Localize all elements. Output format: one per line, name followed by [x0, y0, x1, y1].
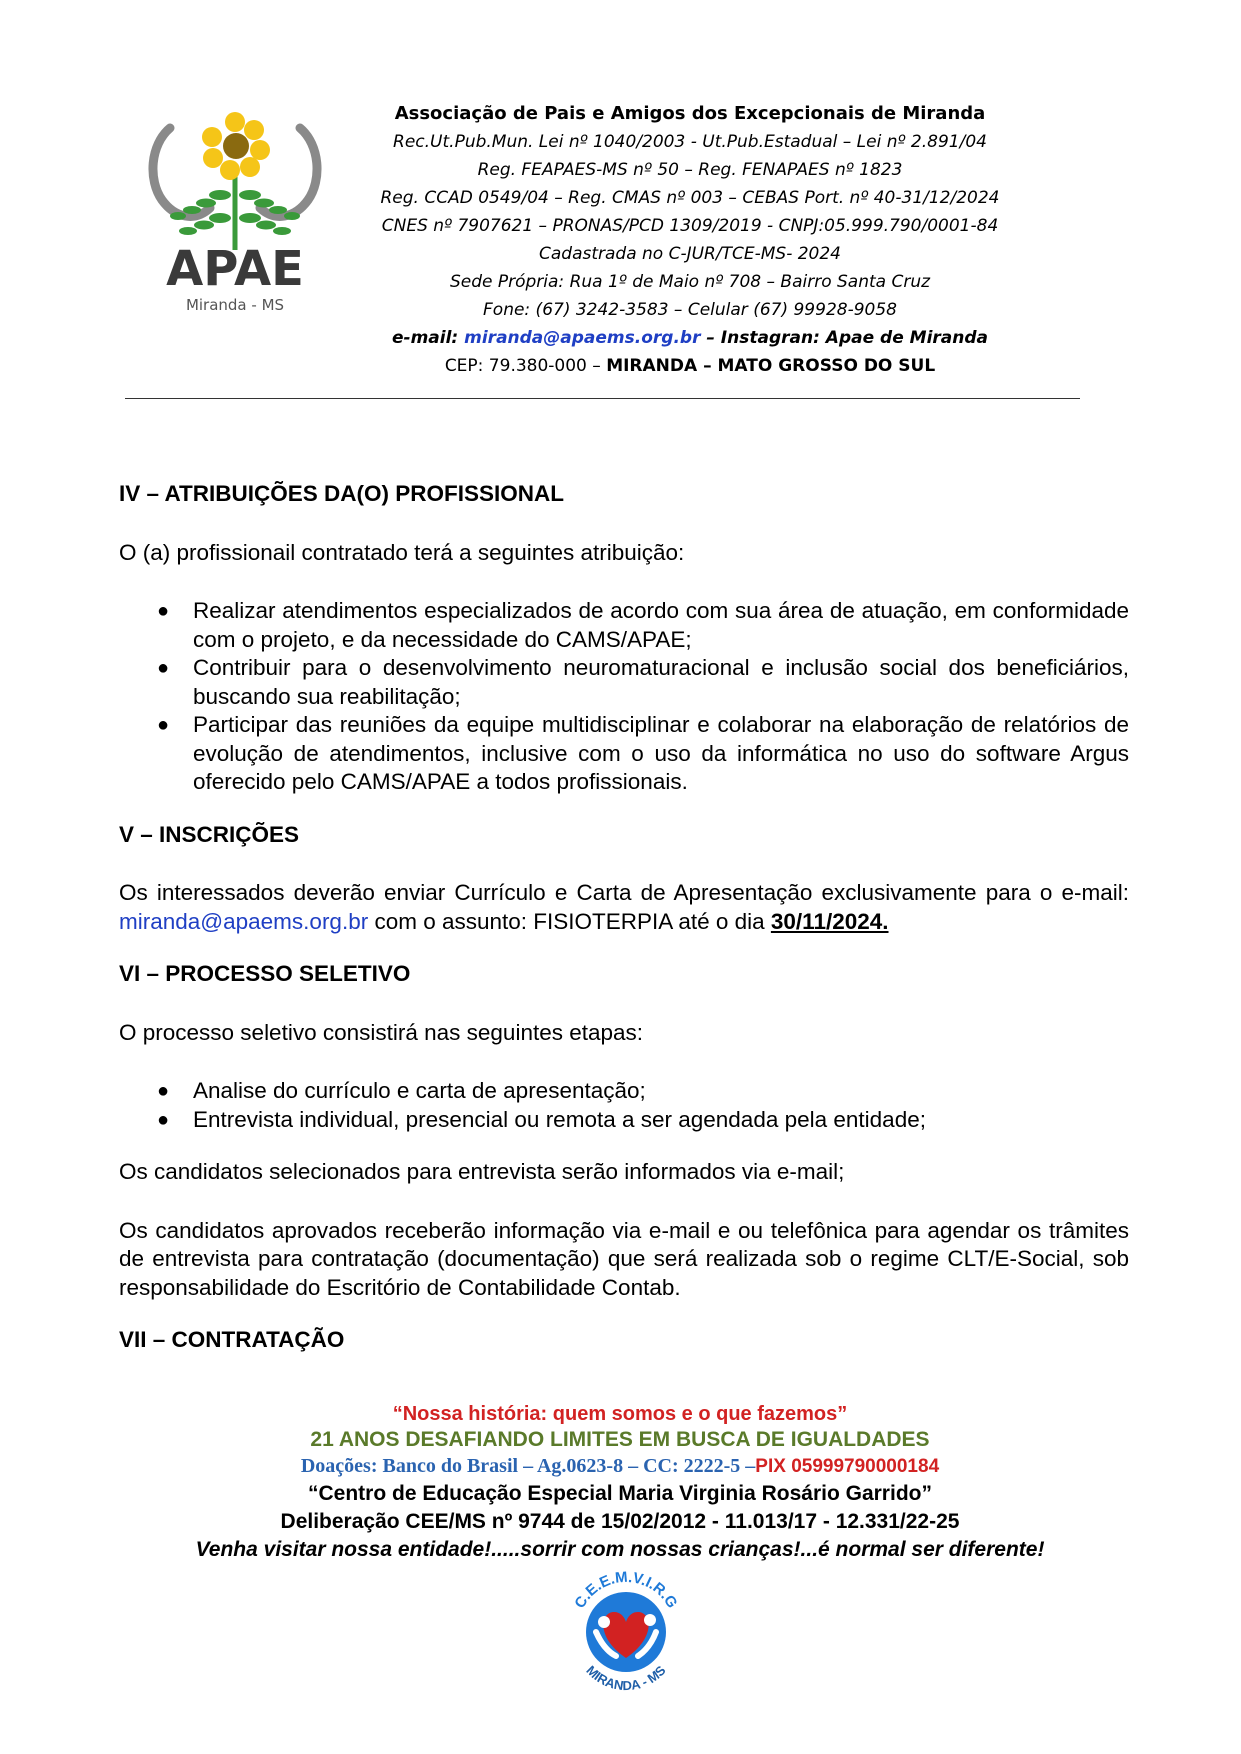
bullet-icon: ●	[157, 1080, 170, 1102]
cep-prefix: CEP: 79.380-000 –	[444, 356, 607, 376]
section-iv-list	[119, 597, 1129, 797]
seal-top-text: C.E.E.M.V.I.R.G	[571, 1568, 681, 1612]
list-item-text: Participar das reuniões da equipe multidisciplinar e colaborar na elaboração de relatórios de evolução de atendimentos, inclusive com o uso da informática no uso do software Argus oferecido pelo CAMS/APAE a todos profissionais.	[193, 712, 1129, 794]
logo-subtitle: Miranda - MS	[185, 296, 285, 314]
section-v-text-after: com o assunto: FISIOTERPIA até o dia	[368, 908, 771, 934]
section-vi-paragraph-1: Os candidatos selecionados para entrevista serão informados via e-mail;	[119, 1159, 845, 1184]
header-line-2: Reg. FEAPAES-MS nº 50 – Reg. FENAPAES nº 1823	[477, 160, 903, 180]
footer	[140, 1402, 1100, 1564]
header-email-link[interactable]: miranda@apaems.org.br	[464, 328, 701, 348]
bullet-icon: ●	[157, 657, 170, 679]
section-vi-list	[119, 1077, 1129, 1134]
header-line-6: Sede Própria: Rua 1º de Maio nº 708 – Bairro Santa Cruz	[449, 272, 931, 292]
seal-bottom-text: MIRANDA - MS	[583, 1662, 669, 1694]
header-line-7: Fone: (67) 3242-3583 – Celular (67) 99928-9058	[483, 300, 897, 320]
list-item	[157, 654, 1129, 711]
list-item	[157, 1077, 1129, 1106]
footer-motto: 21 ANOS DESAFIANDO LIMITES EM BUSCA DE IGUALDADES	[310, 1428, 930, 1451]
section-v-text	[119, 879, 1129, 936]
section-vii-title: VII – CONTRATAÇÃO	[119, 1327, 345, 1352]
list-item	[157, 597, 1129, 654]
bullet-icon: ●	[157, 714, 170, 736]
donation-bank-info: Doações: Banco do Brasil – Ag.0623-8 – CC: 2222-5 –	[300, 1455, 756, 1477]
cep-city: MIRANDA – MATO GROSSO DO SUL	[606, 356, 936, 376]
instagram-text: – Instagran: Apae de Miranda	[700, 328, 988, 348]
bullet-icon: ●	[157, 600, 170, 622]
footer-donations	[140, 1453, 1100, 1480]
header-line-5: Cadastrada no C-JUR/TCE-MS- 2024	[538, 244, 841, 264]
footer-center-name: “Centro de Educação Especial Maria Virginia Rosário Garrido”	[308, 1482, 932, 1505]
footer-slogan: Venha visitar nossa entidade!.....sorrir com nossas crianças!...é normal ser diferente!	[195, 1538, 1045, 1561]
section-iv-intro: O (a) profissionail contratado terá a seguintes atribuição:	[119, 539, 685, 565]
section-vi-intro: O processo seletivo consistirá nas seguintes etapas:	[119, 1019, 644, 1045]
letterhead	[335, 100, 1045, 380]
section-vi-paragraph-2: Os candidatos aprovados receberão informação via e-mail e ou telefônica para agendar os trâmites de entrevista para contratação (documentação) que será realizada sob o regime CLT/E-Social, sob responsabilidade do Escritório de Contabilidade Contab.	[119, 1217, 1129, 1300]
document-body	[119, 480, 1129, 1355]
list-item-text: Analise do currículo e carta de apresentação;	[193, 1078, 646, 1103]
header-line-3: Reg. CCAD 0549/04 – Reg. CMAS nº 003 – CEBAS Port. nº 40-31/12/2024	[380, 188, 1000, 208]
apae-logo	[140, 100, 330, 335]
header-cep	[335, 352, 1045, 380]
header-contact	[335, 324, 1045, 352]
email-label: e-mail:	[391, 328, 465, 348]
header-line-4: CNES nº 7907621 – PRONAS/PCD 1309/2019 - CNPJ:05.999.790/0001-84	[381, 216, 999, 236]
ceemvirg-seal-logo	[556, 1560, 696, 1700]
bullet-icon: ●	[157, 1108, 170, 1131]
application-email-link[interactable]: miranda@apaems.org.br	[119, 908, 369, 934]
list-item-text: Entrevista individual, presencial ou remota a ser agendada pela entidade;	[193, 1106, 926, 1132]
section-v-text-before: Os interessados deverão enviar Currículo e Carta de Apresentação exclusivamente para o e-mail:	[119, 880, 1129, 905]
footer-deliberation: Deliberação CEE/MS nº 9744 de 15/02/2012 - 11.013/17 - 12.331/22-25	[280, 1510, 960, 1533]
header-divider	[125, 398, 1080, 399]
section-vi-title: VI – PROCESSO SELETIVO	[119, 961, 411, 986]
deadline-date: 30/11/2024.	[770, 908, 889, 934]
footer-tagline: “Nossa história: quem somos e o que fazemos”	[392, 1403, 848, 1425]
list-item-text: Contribuir para o desenvolvimento neuromaturacional e inclusão social dos beneficiários, buscando sua reabilitação;	[193, 655, 1129, 709]
list-item	[157, 711, 1129, 797]
section-iv-title: IV – ATRIBUIÇÕES DA(O) PROFISSIONAL	[119, 481, 565, 506]
org-name: Associação de Pais e Amigos dos Excepcionais de Miranda	[394, 103, 986, 124]
section-v-title: V – INSCRIÇÕES	[119, 821, 300, 847]
donation-pix: PIX 05999790000184	[755, 1456, 940, 1477]
header-line-1: Rec.Ut.Pub.Mun. Lei nº 1040/2003 - Ut.Pub.Estadual – Lei nº 2.891/04	[393, 132, 987, 152]
logo-wordmark: APAE	[166, 241, 304, 297]
list-item	[157, 1106, 1129, 1135]
list-item-text: Realizar atendimentos especializados de acordo com sua área de atuação, em conformidade com o projeto, e da necessidade do CAMS/APAE;	[193, 598, 1129, 652]
